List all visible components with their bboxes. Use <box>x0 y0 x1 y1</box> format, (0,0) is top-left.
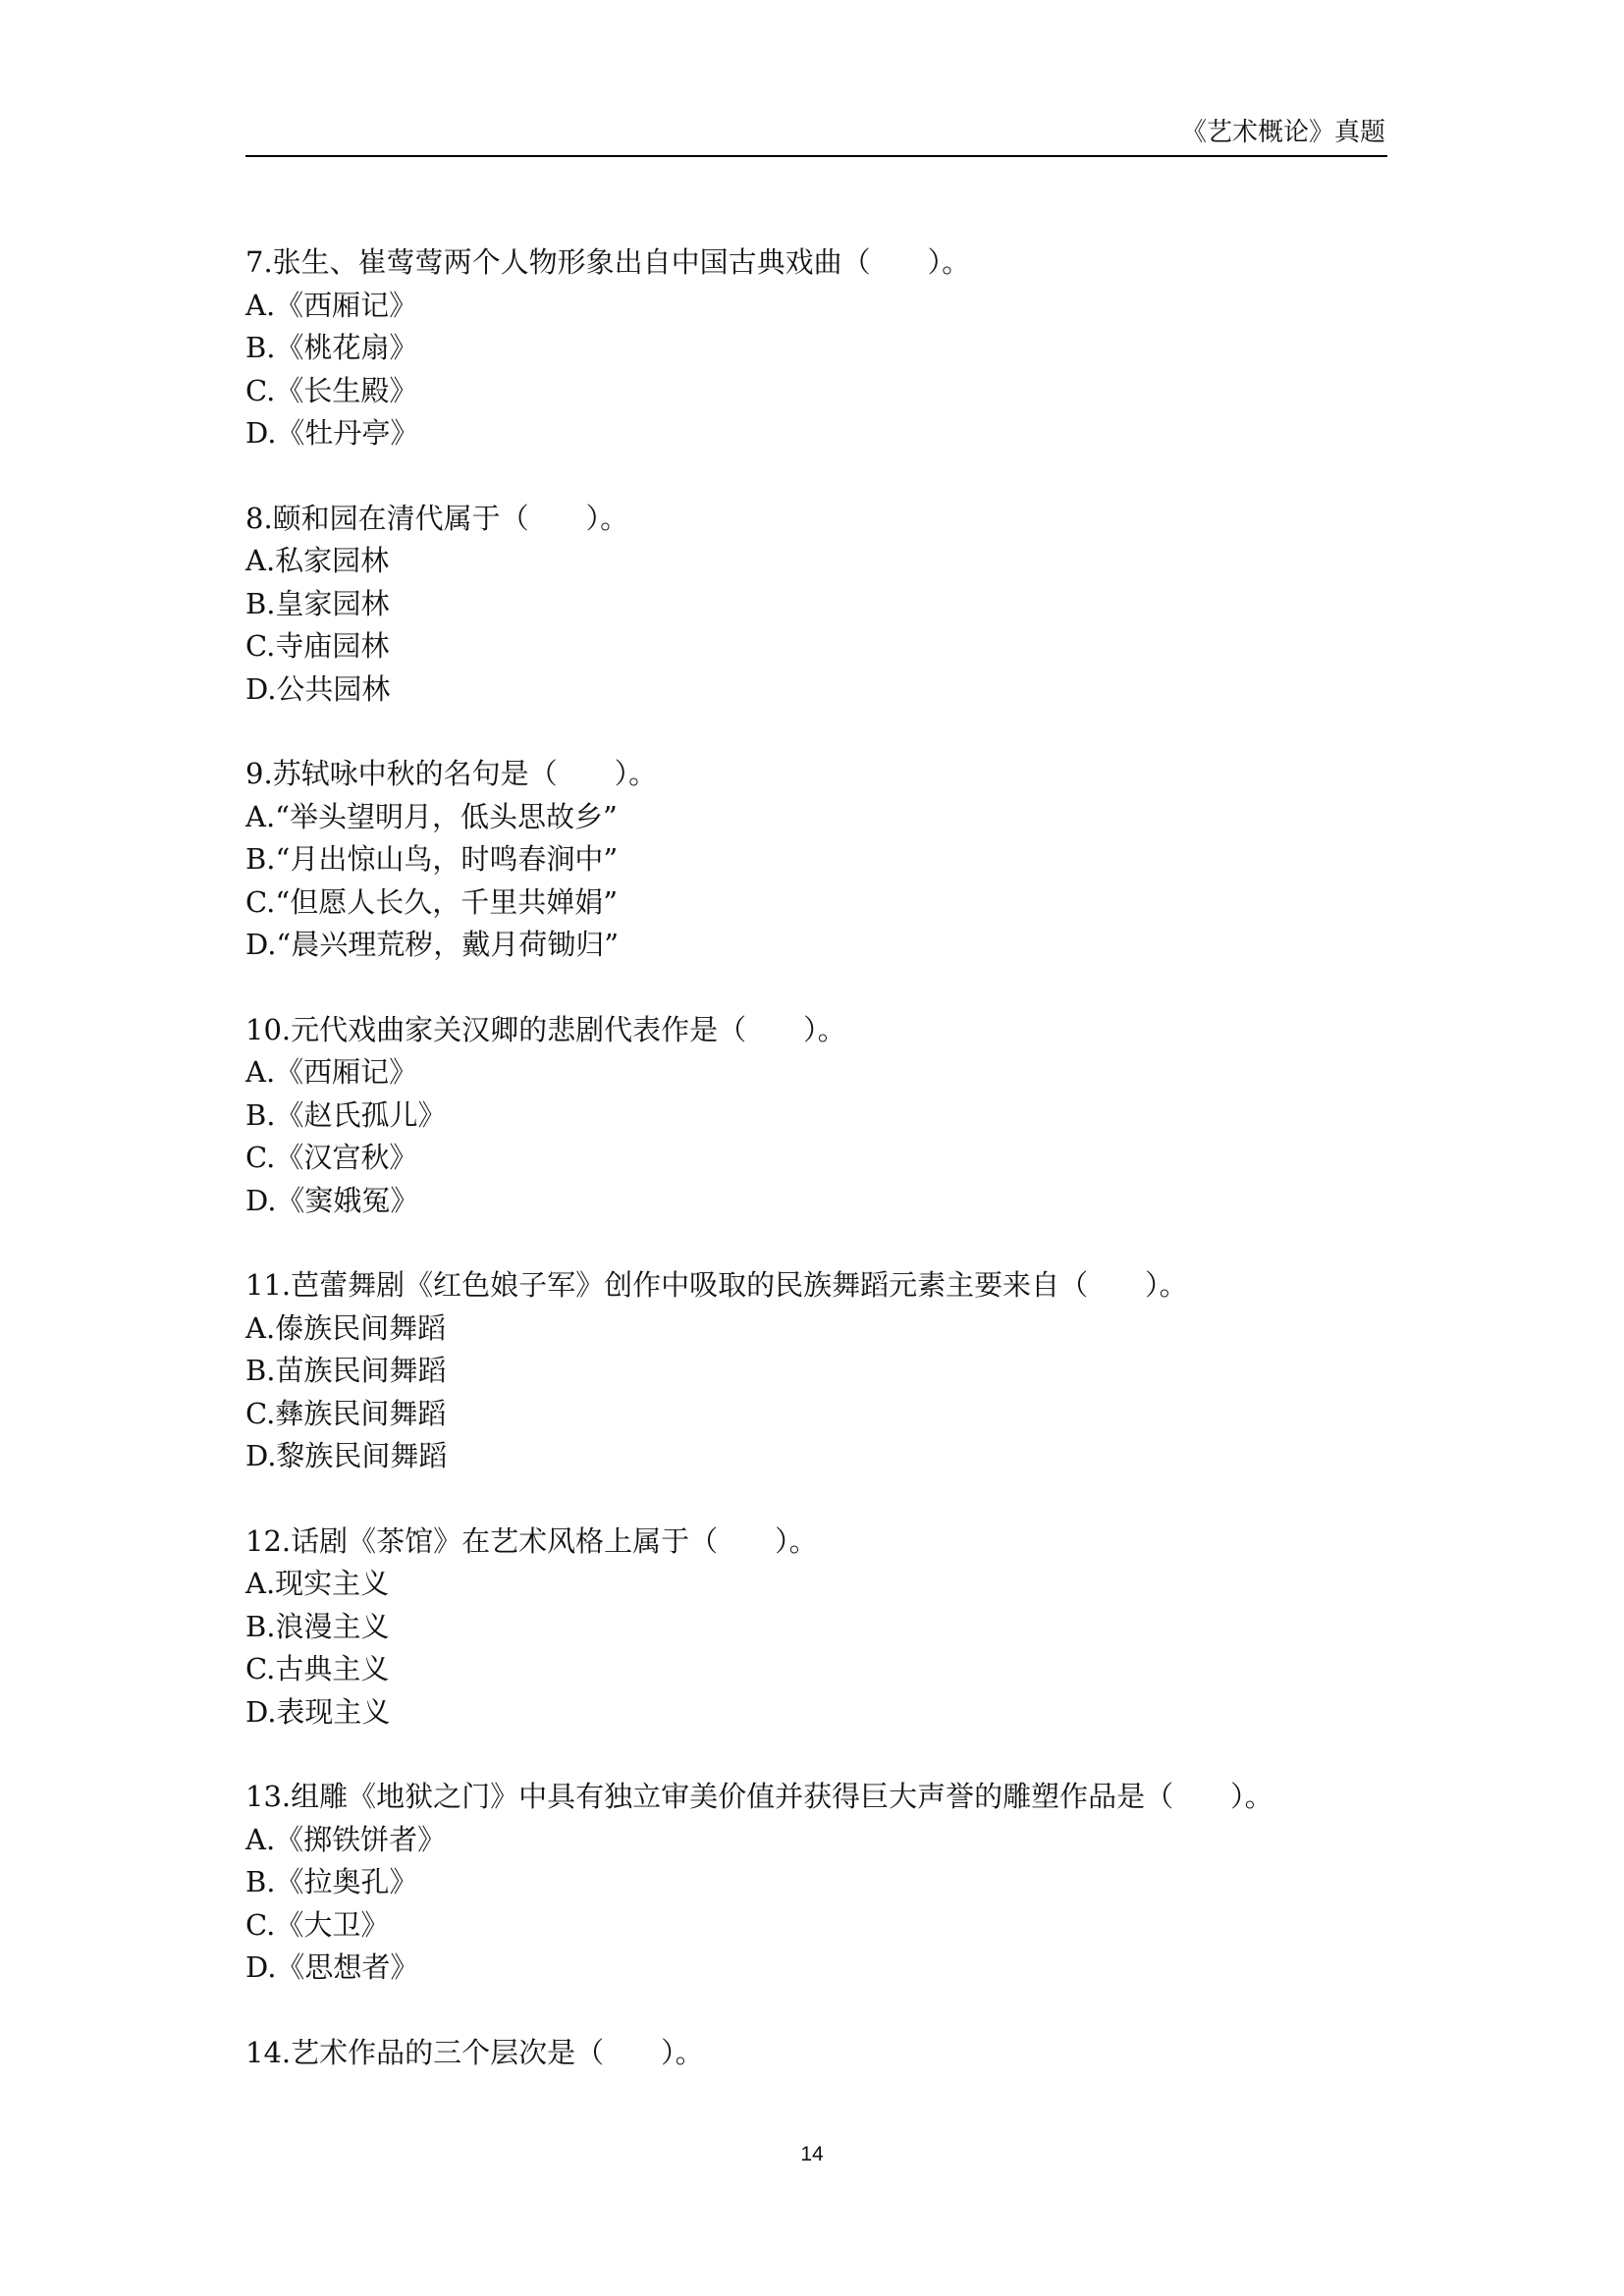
answer-option: D.黎族民间舞蹈 <box>245 1439 448 1472</box>
answer-option: C.《汉宫秋》 <box>245 1141 418 1174</box>
question-stem: 12.话剧《茶馆》在艺术风格上属于（ ）。 <box>245 1523 818 1558</box>
question-block <box>245 1009 1387 1223</box>
answer-option: C.《长生殿》 <box>245 373 418 407</box>
question-block <box>245 2032 1387 2075</box>
question-block <box>245 498 1387 712</box>
answer-option: A.《西厢记》 <box>245 1055 418 1089</box>
question-stem: 10.元代戏曲家关汉卿的悲剧代表作是（ ）。 <box>245 1012 846 1046</box>
answer-option: C.寺庙园林 <box>245 629 390 663</box>
answer-option: D.公共园林 <box>245 671 391 706</box>
question-stem: 13.组雕《地狱之门》中具有独立审美价值并获得巨大声誉的雕塑作品是（ ）。 <box>245 1780 1273 1813</box>
answer-option: A.现实主义 <box>245 1567 390 1600</box>
answer-option: B.浪漫主义 <box>245 1609 390 1643</box>
page-number: 14 <box>800 2143 824 2165</box>
question-stem: 8.颐和园在清代属于（ ）。 <box>245 501 629 535</box>
answer-option: C.“但愿人长久，千里共婵娟” <box>245 884 619 919</box>
answer-option: D.“晨兴理荒秽，戴月荷锄归” <box>245 928 620 961</box>
question-stem: 9.苏轼咏中秋的名句是（ ）。 <box>245 757 658 790</box>
answer-option: A.《掷铁饼者》 <box>245 1822 447 1856</box>
question-block <box>245 1521 1387 1735</box>
answer-option: D.《思想者》 <box>245 1950 419 1984</box>
answer-option: A.傣族民间舞蹈 <box>245 1310 447 1345</box>
answer-option: B.“月出惊山鸟，时鸣春涧中” <box>245 842 619 876</box>
question-block <box>245 753 1387 967</box>
header-title: 《艺术概论》真题 <box>1180 118 1385 147</box>
answer-option: B.苗族民间舞蹈 <box>245 1354 447 1387</box>
page-header <box>245 116 1387 157</box>
answer-option: D.《牡丹亭》 <box>245 416 419 450</box>
question-stem: 14.艺术作品的三个层次是（ ）。 <box>245 2035 704 2069</box>
answer-option: B.《拉奥孔》 <box>245 1865 418 1898</box>
answer-option: C.彝族民间舞蹈 <box>245 1396 447 1430</box>
answer-option: D.表现主义 <box>245 1694 391 1729</box>
answer-option: A.私家园林 <box>245 544 390 577</box>
answer-option: A.《西厢记》 <box>245 288 418 322</box>
answer-option: B.皇家园林 <box>245 586 390 620</box>
answer-option: B.《赵氏孤儿》 <box>245 1097 447 1132</box>
answer-option: C.古典主义 <box>245 1652 390 1685</box>
question-block <box>245 1776 1387 1990</box>
answer-option: B.《桃花扇》 <box>245 331 418 364</box>
answer-option: D.《窦娥冤》 <box>245 1183 419 1217</box>
answer-option: A.“举头望明月，低头思故乡” <box>245 799 618 833</box>
question-block <box>245 1264 1387 1478</box>
question-list <box>245 241 1387 2116</box>
question-stem: 11.芭蕾舞剧《红色娘子军》创作中吸取的民族舞蹈元素主要来自（ ）。 <box>245 1268 1188 1302</box>
question-stem: 7.张生、崔莺莺两个人物形象出自中国古典戏曲（ ）。 <box>245 245 971 279</box>
question-block <box>245 241 1387 455</box>
answer-option: C.《大卫》 <box>245 1907 390 1942</box>
